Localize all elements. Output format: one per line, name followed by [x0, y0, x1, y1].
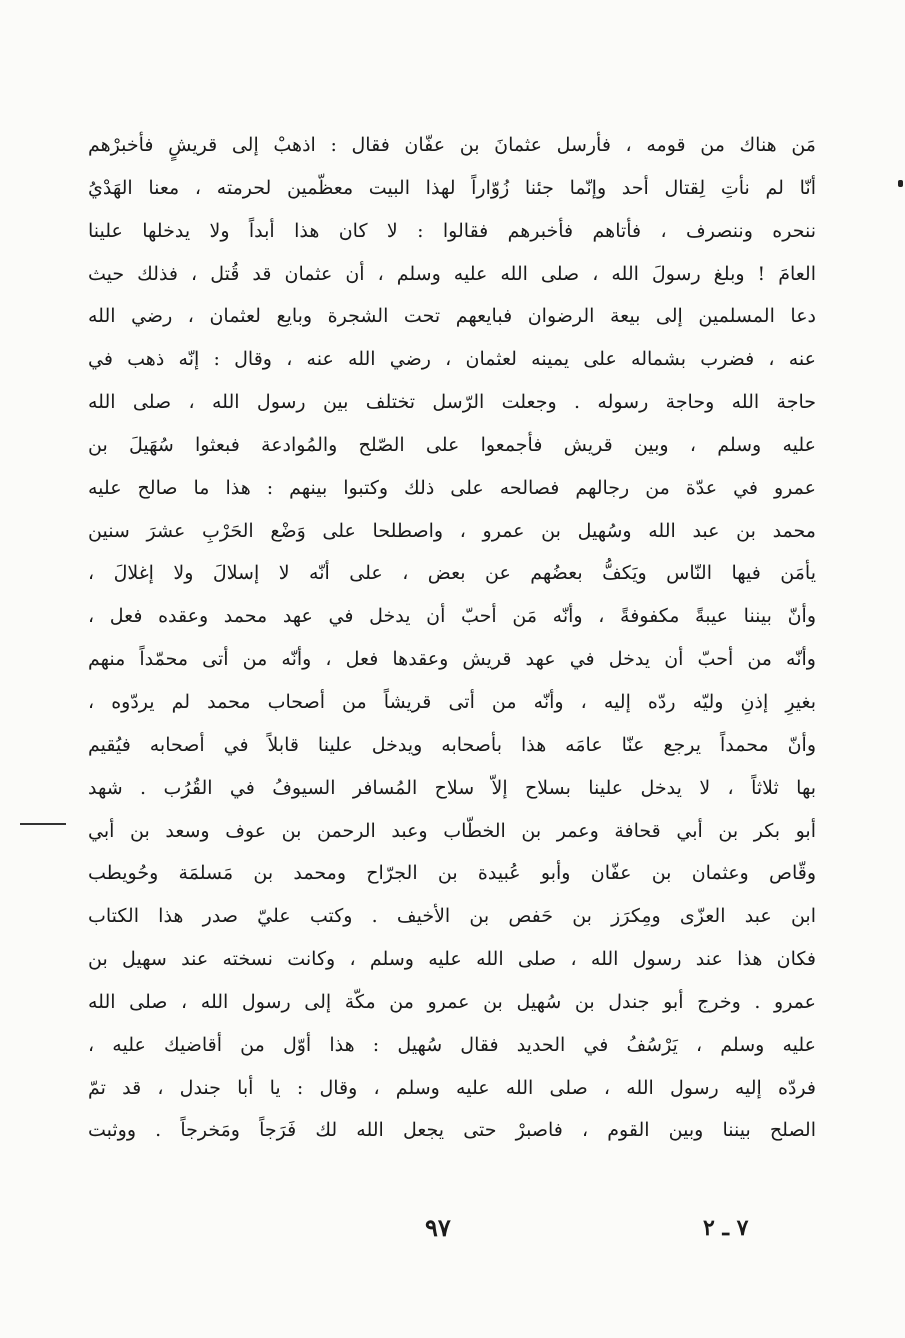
page-number: ٩٧: [425, 1213, 451, 1242]
text-line: بغيرِ إذنِ وليّه ردّه إليه ، وأنّه من أتى قريشاً من أصحاب محمد لم يردّوه ،: [88, 690, 816, 713]
text-line: ننحره وننصرف ، فأتاهم فأخبرهم فقالوا : لا كان هذا أبداً ولا يدخلها علينا: [88, 219, 816, 242]
text-line: محمد بن عبد الله وسُهيل بن عمرو ، واصطلحا على وَضْع الحَرْبِ عشرَ سنين: [88, 519, 816, 542]
signature-mark: ٧ ـ ٢: [703, 1215, 749, 1241]
text-line: أبو بكر بن أبي قحافة وعمر بن الخطّاب وعبد الرحمن بن عوف وسعد بن أبي: [88, 819, 816, 842]
text-line: عليه وسلم ، يَرْسُفُ في الحديد فقال سُهيل : هذا أوّل من أقاضيك عليه ،: [88, 1033, 816, 1056]
text-line: الصلح بيننا وبين القوم ، فاصبرْ حتى يجعل الله لك فَرَجاً ومَخرجاً . ووثبت: [88, 1119, 816, 1142]
text-line: فكان هذا عند رسول الله ، صلى الله عليه وسلم ، وكانت نسخته عند سهيل بن: [88, 948, 816, 971]
text-line: دعا المسلمين إلى بيعة الرضوان فبايعهم تحت الشجرة وبايع لعثمان ، رضي الله: [88, 305, 816, 328]
text-line: وأنّه من أحبّ أن يدخل في عهد قريش وعقدها فعل ، وأنّه من أتى محمّداً منهم: [88, 648, 816, 671]
text-line: فردّه إليه رسول الله ، صلى الله عليه وسلم ، وقال : يا أبا جندل ، قد تمّ: [88, 1076, 816, 1099]
text-line: حاجة الله وحاجة رسوله . وجعلت الرّسل تختلف بين رسول الله ، صلى الله: [88, 391, 816, 414]
body-text: [88, 124, 816, 1152]
text-line: يأمَن فيها النّاس ويَكفُّ بعضُهم عن بعض ، على أنّه لا إسلالَ ولا إغلالَ ،: [88, 562, 816, 585]
text-line: وأنّ بيننا عيبةً مكفوفةً ، وأنّه مَن أحبّ أن يدخل في عهد محمد وعقده فعل ،: [88, 605, 816, 628]
text-line: مَن هناك من قومه ، فأرسل عثمانَ بن عفّان فقال : اذهبْ إلى قريشٍ فأخبرْهم: [88, 134, 816, 156]
page-footer: [0, 1208, 905, 1248]
text-line: عليه وسلم ، وبين قريش فأجمعوا على الصّلح والمُوادعة فبعثوا سُهَيلَ بن: [88, 433, 816, 456]
text-line: وأنّ محمداً يرجع عنّا عامَه هذا بأصحابه ويدخل علينا قابلاً في أصحابه فيُقيم: [88, 733, 816, 756]
text-line: العامَ ! وبلغ رسولَ الله ، صلى الله عليه وسلم ، أن عثمان قد قُتل ، فذلك حيث: [88, 262, 816, 285]
margin-mark: [898, 180, 903, 187]
margin-line-mark: [20, 823, 66, 825]
text-line: وقّاص وعثمان بن عفّان وأبو عُبيدة بن الجرّاح ومحمد بن مَسلمَة وحُويطب: [88, 862, 816, 885]
text-line: أنّا لم نأتِ لِقتال أحد وإنّما جئنا زُوّاراً لهذا البيت معظّمين لحرمته ، معنا الهَدْيُ: [88, 176, 816, 199]
text-line: ابن عبد العزّى ومِكرَز بن حَفص بن الأخيف . وكتب عليّ صدر هذا الكتاب: [88, 905, 816, 928]
text-line: عنه ، فضرب بشماله على يمينه لعثمان ، رضي الله عنه ، وقال : إنّه ذهب في: [88, 348, 816, 371]
text-line: عمرو . وخرج أبو جندل بن سُهيل بن عمرو من مكّة إلى رسول الله ، صلى الله: [88, 990, 816, 1013]
text-line: عمرو في عدّة من رجالهم فصالحه على ذلك وكتبوا بينهم : هذا ما صالح عليه: [88, 476, 816, 499]
text-line: بها ثلاثاً ، لا يدخل علينا بسلاح إلاّ سلاح المُسافر السيوفُ في القُرُب . شهد: [88, 776, 816, 799]
